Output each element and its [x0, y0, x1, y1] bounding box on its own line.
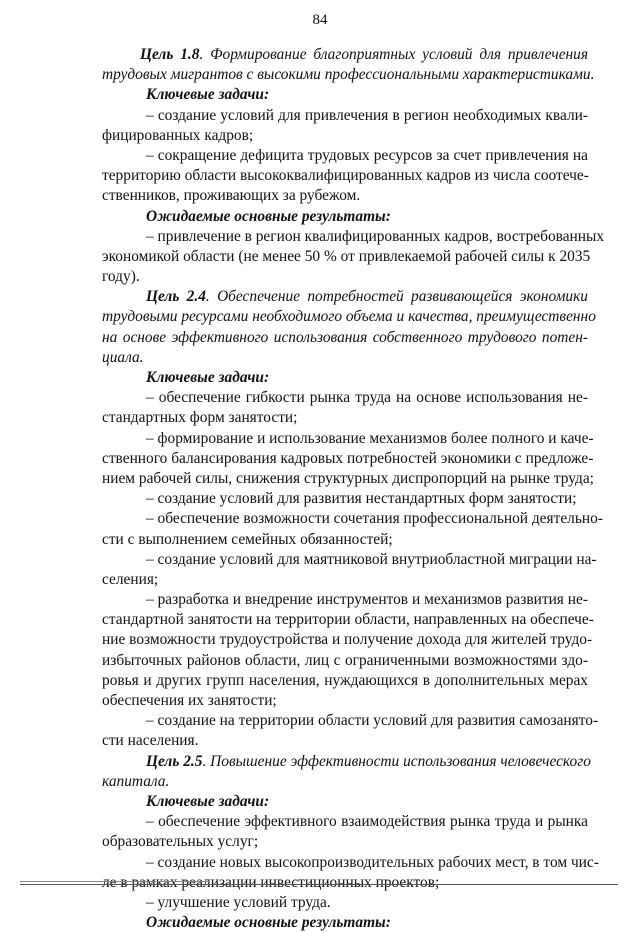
text-line [102, 287, 588, 307]
italic-text: на основе эффективного использования собственного трудового потен- [102, 328, 588, 346]
body-text: – формирование и использование механизмов более полного и каче- [146, 429, 594, 447]
text-line [102, 469, 594, 489]
text-line [102, 590, 588, 610]
body-text: ственников, проживающих за рубежом. [102, 187, 361, 205]
text-line [102, 207, 588, 227]
body-text: ственного балансирования кадровых потребностей экономики с предложе- [102, 449, 594, 467]
body-text: обеспечения их занятости; [102, 692, 277, 709]
body-text: – разработка и внедрение инструментов и механизмов развития не- [146, 591, 588, 609]
text-line [102, 651, 588, 671]
body-text: – обеспечение гибкости рынка труда на основе использования не- [146, 389, 588, 407]
text-line [102, 731, 588, 751]
text-line [102, 610, 594, 630]
body-text: – создание на территории области условий для развития самозанято- [146, 712, 599, 730]
text-line [102, 711, 599, 731]
italic-text: трудовых мигрантов с высокими профессиональными характеристиками. [102, 66, 595, 84]
text-line [102, 913, 588, 933]
body-text: сти с выполнением семейных обязанностей; [102, 530, 393, 548]
text-line [102, 792, 588, 812]
text-line [102, 530, 588, 550]
text-line [102, 772, 588, 792]
text-line [102, 45, 588, 65]
body-text: году). [102, 268, 140, 286]
text-line [102, 873, 588, 893]
text-line [102, 307, 596, 327]
text-line [102, 65, 595, 85]
bold-italic-heading: Ключевые задачи: [146, 369, 270, 386]
text-line [102, 227, 605, 247]
text-line [102, 408, 588, 428]
body-text: образовательных услуг; [102, 833, 259, 851]
text-line [102, 489, 588, 509]
body-text: ровья и других групп населения, нуждающихся в дополнительных мерах [102, 671, 588, 689]
text-line [102, 166, 588, 186]
text-line [102, 348, 588, 368]
italic-text: циала. [102, 348, 144, 366]
text-line [102, 429, 594, 449]
text-line [102, 106, 588, 126]
text-line [102, 853, 599, 873]
body-text: территорию области высококвалифицированных кадров из числа соотече- [102, 167, 589, 185]
text-line [102, 630, 593, 650]
bold-italic-heading: Цель 1.8 [140, 46, 200, 63]
italic-text: . Повышение эффективности использования человеческого [202, 752, 591, 770]
page-number: 84 [312, 12, 328, 28]
body-text: фицированных кадров; [102, 126, 254, 144]
body-text: – обеспечение возможности сочетания профессиональной деятельно- [146, 510, 603, 528]
body-text: экономикой области (не менее 50 % от привлекаемой рабочей силы к 2035 [102, 247, 591, 265]
body-text: – создание условий для развития нестандартных форм занятости; [146, 490, 577, 508]
text-line [102, 146, 588, 166]
text-line [102, 832, 588, 852]
body-text: – улучшение условий труда. [146, 893, 331, 911]
body-text: ле в рамках реализации инвестиционных проектов; [102, 873, 440, 891]
bold-italic-heading: Цель 2.5 [146, 752, 203, 770]
body-text: – создание новых высокопроизводительных рабочих мест, в том чис- [146, 853, 599, 871]
body-text: сти населения. [102, 732, 199, 750]
body-text: стандартных форм занятости; [102, 409, 298, 427]
body-text: ние возможности трудоустройства и получение дохода для жителей трудо- [102, 631, 593, 649]
text-line [102, 267, 588, 287]
italic-text: . Обеспечение потребностей развивающейся экономики [205, 288, 588, 306]
text-line [102, 509, 603, 529]
bold-italic-heading: Ожидаемые основные результаты: [146, 207, 391, 225]
text-line [102, 247, 591, 267]
text-line [102, 752, 591, 772]
body-text: селения; [102, 570, 159, 588]
text-line [102, 812, 588, 832]
text-line [102, 186, 588, 206]
footer-rule [20, 884, 618, 885]
text-line [102, 328, 588, 348]
italic-text: трудовыми ресурсами необходимого объема и качества, преимущественно [102, 308, 596, 326]
body-text: – привлечение в регион квалифицированных кадров, востребованных [146, 227, 605, 245]
bold-italic-heading: Ожидаемые основные результаты: [146, 914, 391, 932]
text-line [102, 388, 588, 408]
body-text: – создание условий для маятниковой внутриобластной миграции на- [146, 550, 597, 568]
text-line [102, 449, 594, 469]
body-text: – сокращение дефицита трудовых ресурсов за счет привлечения на [146, 146, 588, 164]
text-line [102, 368, 588, 388]
italic-text: . Формирование благоприятных условий для привлечения [199, 46, 589, 63]
text-line [102, 691, 588, 711]
italic-text: капитала. [102, 772, 170, 790]
bold-italic-heading: Ключевые задачи: [146, 86, 270, 104]
bold-italic-heading: Цель 2.4 [146, 288, 206, 306]
body-text: – обеспечение эффективного взаимодействия рынка труда и рынка [146, 813, 588, 831]
body-text: стандартной занятости на территории области, направленных на обеспече- [102, 611, 594, 629]
text-line [102, 893, 588, 913]
body-text: – создание условий для привлечения в регион необходимых квали- [146, 106, 588, 124]
text-line [102, 570, 588, 590]
text-line [102, 85, 588, 105]
body-text: нием рабочей силы, снижения структурных диспропорций на рынке труда; [102, 469, 594, 487]
text-line [102, 126, 588, 146]
bold-italic-heading: Ключевые задачи: [146, 792, 270, 810]
text-line [102, 550, 597, 570]
body-text: избыточных районов области, лиц с ограниченными возможностями здо- [102, 651, 588, 669]
text-line [102, 671, 588, 691]
page-body-text [102, 45, 605, 933]
